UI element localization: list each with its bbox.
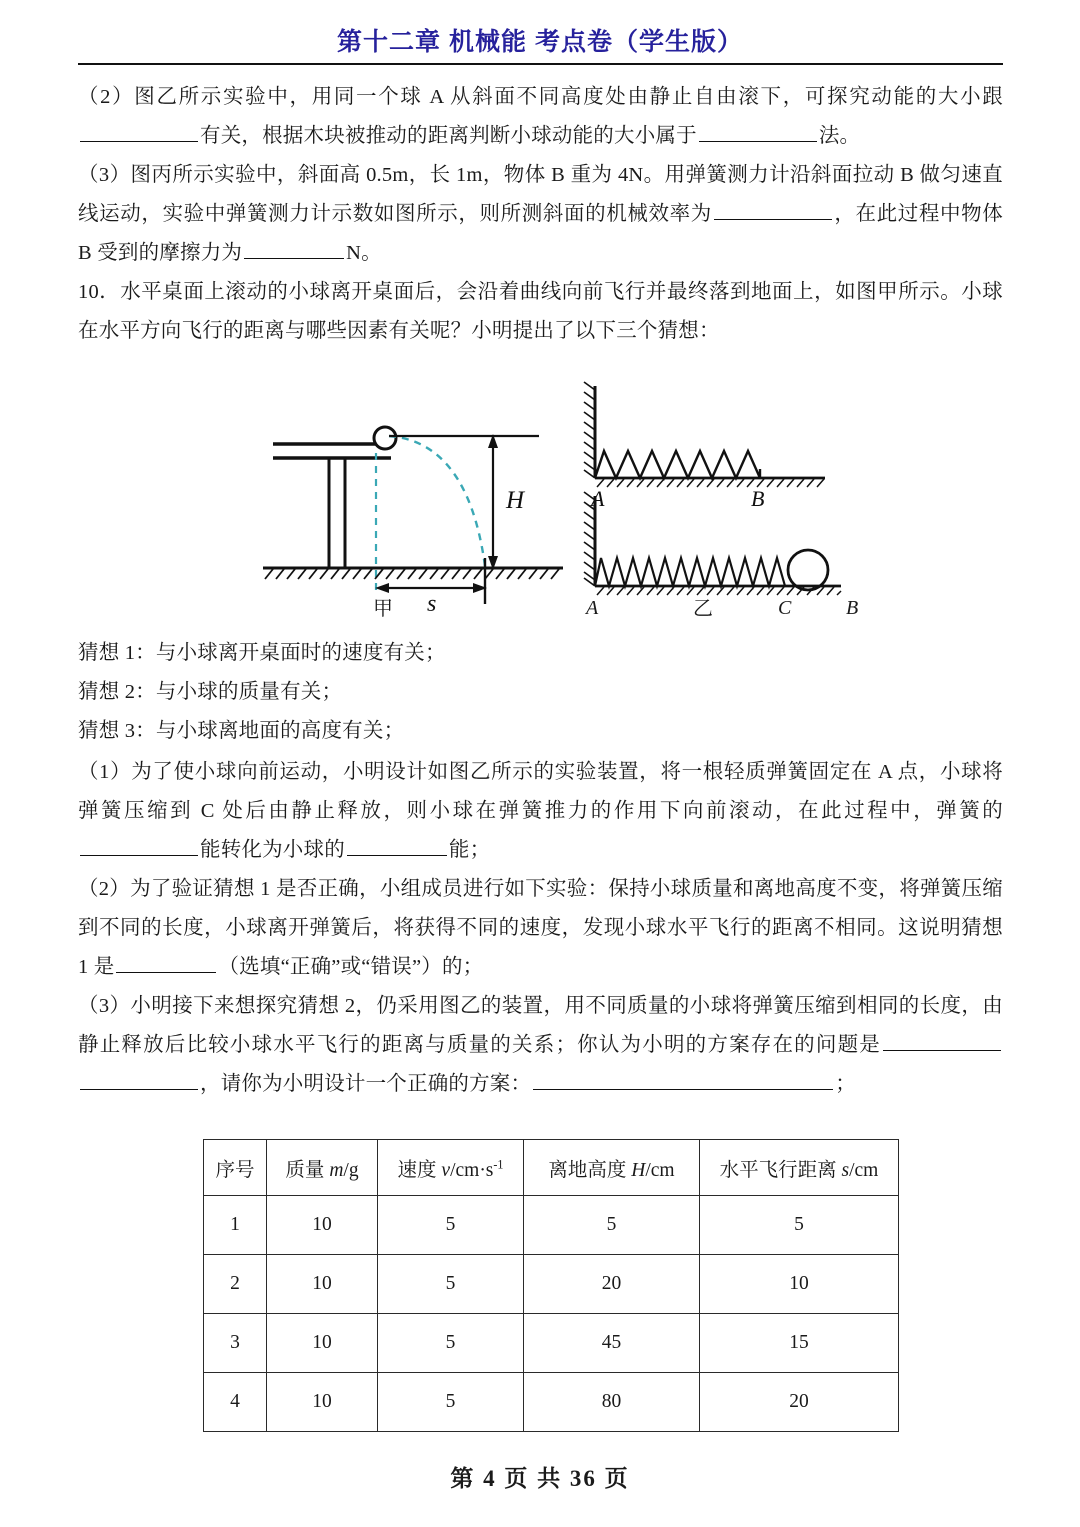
paragraph-q10-part1 — [78, 753, 1003, 870]
cell-mass: 10 — [267, 1255, 378, 1314]
cell-mass: 10 — [267, 1196, 378, 1255]
q9-3-text-2: ，在此过程中物体 B 受到的摩擦力为 — [78, 203, 1004, 264]
cell-mass: 10 — [267, 1373, 378, 1432]
cell-distance: 20 — [700, 1373, 899, 1432]
cell-index: 4 — [204, 1373, 267, 1432]
header-exponent: -1 — [493, 1157, 504, 1171]
header-divider-rule — [78, 63, 1003, 65]
label-top-B: B — [751, 486, 765, 511]
figure-yi-label-bottom-A: A — [586, 597, 599, 619]
cell-distance: 5 — [700, 1196, 899, 1255]
table-row — [204, 1314, 899, 1373]
table-header-cell-mass — [267, 1140, 378, 1196]
ball-icon — [374, 427, 396, 449]
header-symbol: s — [841, 1159, 850, 1181]
ground-hatching — [265, 569, 559, 579]
cell-speed: 5 — [378, 1196, 524, 1255]
answer-blank[interactable] — [80, 1067, 198, 1090]
cell-index: 3 — [204, 1314, 267, 1373]
label-H: H — [506, 487, 525, 514]
q10-1-text-1: （1）为了使小球向前运动，小明设计如图乙所示的实验装置，将一根轻质弹簧固定在 A 点，小球将弹簧压缩到 C 处后由静止释放，则小球在弹簧推力的作用下向前滚动，在此过程中，弹簧的 — [78, 761, 1003, 822]
q9-3-text-1: （3）图丙所示实验中，斜面高 0.5m，长 1m，物体 B 重为 4N。用弹簧测力计沿斜面拉动 B 做匀速直线运动，实验中弹簧测力计示数如图所示，则所测斜面的机械效率为 — [78, 164, 1003, 225]
q9-3-text-3: N。 — [346, 242, 382, 264]
label-top-A: A — [591, 486, 605, 511]
wall-hatching-top — [584, 382, 595, 478]
paragraph-q10-stem: 10．水平桌面上滚动的小球离开桌面后，会沿着曲线向前飞行并最终落到地面上，如图甲所示。小球在水平方向飞行的距离与哪些因素有关呢？小明提出了以下三个猜想： — [78, 281, 1003, 342]
table-row — [204, 1196, 899, 1255]
paragraph-q9-part3 — [78, 156, 1003, 273]
q10-1-text-2: 能转化为小球的 — [200, 839, 345, 861]
cell-height: 80 — [524, 1373, 700, 1432]
document-header-title: 第十二章 机械能 考点卷（学生版） — [337, 28, 743, 56]
table-row — [204, 1255, 899, 1314]
q9-2-text-3: 法。 — [818, 125, 861, 147]
header-text: 水平飞行距离 — [719, 1159, 842, 1181]
header-symbol: H — [631, 1159, 646, 1181]
cell-index: 1 — [204, 1196, 267, 1255]
paragraph-q10-part3 — [78, 987, 1003, 1104]
q10-2-text-1: （2）为了验证猜想 1 是否正确，小组成员进行如下实验：保持小球质量和离地高度不变，将弹簧压缩到不同的长度，小球离开弹簧后，将获得不同的速度，发现小球水平飞行的距离不相同。这说明猜想 1 是 — [78, 878, 1003, 978]
figure-yi-label-bottom-B: B — [846, 597, 859, 619]
cell-distance: 10 — [700, 1255, 899, 1314]
cell-mass: 10 — [267, 1314, 378, 1373]
spring-compressed — [595, 558, 785, 586]
header-text: 速度 — [397, 1159, 442, 1181]
document-content-lower — [78, 634, 1003, 1104]
answer-blank[interactable] — [883, 1028, 1001, 1051]
experiment-data-table-wrapper — [203, 1139, 899, 1432]
figure-yi-caption: 乙 — [693, 598, 713, 620]
header-text: 离地高度 — [548, 1159, 632, 1181]
header-unit: /cm — [645, 1159, 675, 1181]
table-header-cell-distance — [700, 1140, 899, 1196]
table-body — [204, 1196, 899, 1432]
cell-speed: 5 — [378, 1314, 524, 1373]
paragraph-guess-2: 猜想 2：与小球的质量有关； — [78, 681, 343, 703]
table-row — [204, 1373, 899, 1432]
header-unit: /cm·s — [450, 1159, 494, 1181]
answer-blank[interactable] — [699, 119, 817, 142]
figure-jia-projectile-diagram — [263, 408, 563, 618]
answer-blank[interactable] — [533, 1067, 833, 1090]
table-header-cell-index — [204, 1140, 267, 1196]
ball-icon — [788, 550, 828, 590]
paragraph-guess-1: 猜想 1：与小球离开桌面时的速度有关； — [78, 642, 446, 664]
label-s: s — [427, 591, 437, 617]
cell-speed: 5 — [378, 1255, 524, 1314]
q10-1-text-3: 能； — [448, 839, 491, 861]
cell-speed: 5 — [378, 1373, 524, 1432]
cell-height: 5 — [524, 1196, 700, 1255]
cell-index: 2 — [204, 1255, 267, 1314]
document-content — [78, 78, 1003, 351]
answer-blank[interactable] — [116, 950, 216, 973]
answer-blank[interactable] — [80, 833, 198, 856]
answer-blank[interactable] — [80, 119, 198, 142]
trajectory-curve — [389, 436, 485, 566]
table-header-cell-speed — [378, 1140, 524, 1196]
q9-2-text-2: 有关，根据木块被推动的距离判断小球动能的大小属于 — [200, 125, 697, 147]
paragraph-q10-part2 — [78, 870, 1003, 987]
q10-3-text-3: ； — [835, 1073, 856, 1095]
cell-distance: 15 — [700, 1314, 899, 1373]
answer-blank[interactable] — [347, 833, 447, 856]
header-text: 质量 — [285, 1159, 330, 1181]
answer-blank[interactable] — [244, 236, 344, 259]
spring-relaxed — [595, 451, 760, 478]
cell-height: 20 — [524, 1255, 700, 1314]
q10-3-text-2: ，请你为小明设计一个正确的方案： — [200, 1073, 532, 1095]
figure-yi-spring-diagram — [573, 378, 863, 603]
paragraph-q9-part2 — [78, 78, 1003, 156]
experiment-data-table — [203, 1139, 899, 1432]
table-header-cell-height — [524, 1140, 700, 1196]
header-text: 序号 — [215, 1159, 255, 1181]
answer-blank[interactable] — [714, 197, 832, 220]
q10-2-text-2: （选填“正确”或“错误”）的； — [218, 956, 484, 978]
figure-yi-label-bottom-C: C — [778, 597, 792, 619]
table-header-row — [204, 1140, 899, 1196]
q9-2-text-1: （2）图乙所示实验中，用同一个球 A 从斜面不同高度处由静止自由滚下，可探究动能的大小跟 — [78, 86, 1003, 108]
ground-hatching-top — [597, 479, 824, 487]
table-head — [204, 1140, 899, 1196]
header-unit: /cm — [849, 1159, 879, 1181]
figure-jia-caption: 甲 — [373, 598, 393, 620]
paragraph-guess-3: 猜想 3：与小球离地面的高度有关； — [78, 720, 405, 742]
q10-3-text-1: （3）小明接下来想探究猜想 2，仍采用图乙的装置，用不同质量的小球将弹簧压缩到相同的长度，由静止释放后比较小球水平飞行的距离与质量的关系；你认为小明的方案存在的问题是 — [78, 995, 1003, 1056]
header-symbol: v — [441, 1159, 451, 1181]
cell-height: 45 — [524, 1314, 700, 1373]
header-unit: /g — [343, 1159, 359, 1181]
page-footer: 第 4 页 共 36 页 — [450, 1466, 630, 1491]
header-symbol: m — [329, 1159, 344, 1181]
figure-group — [78, 370, 1003, 625]
